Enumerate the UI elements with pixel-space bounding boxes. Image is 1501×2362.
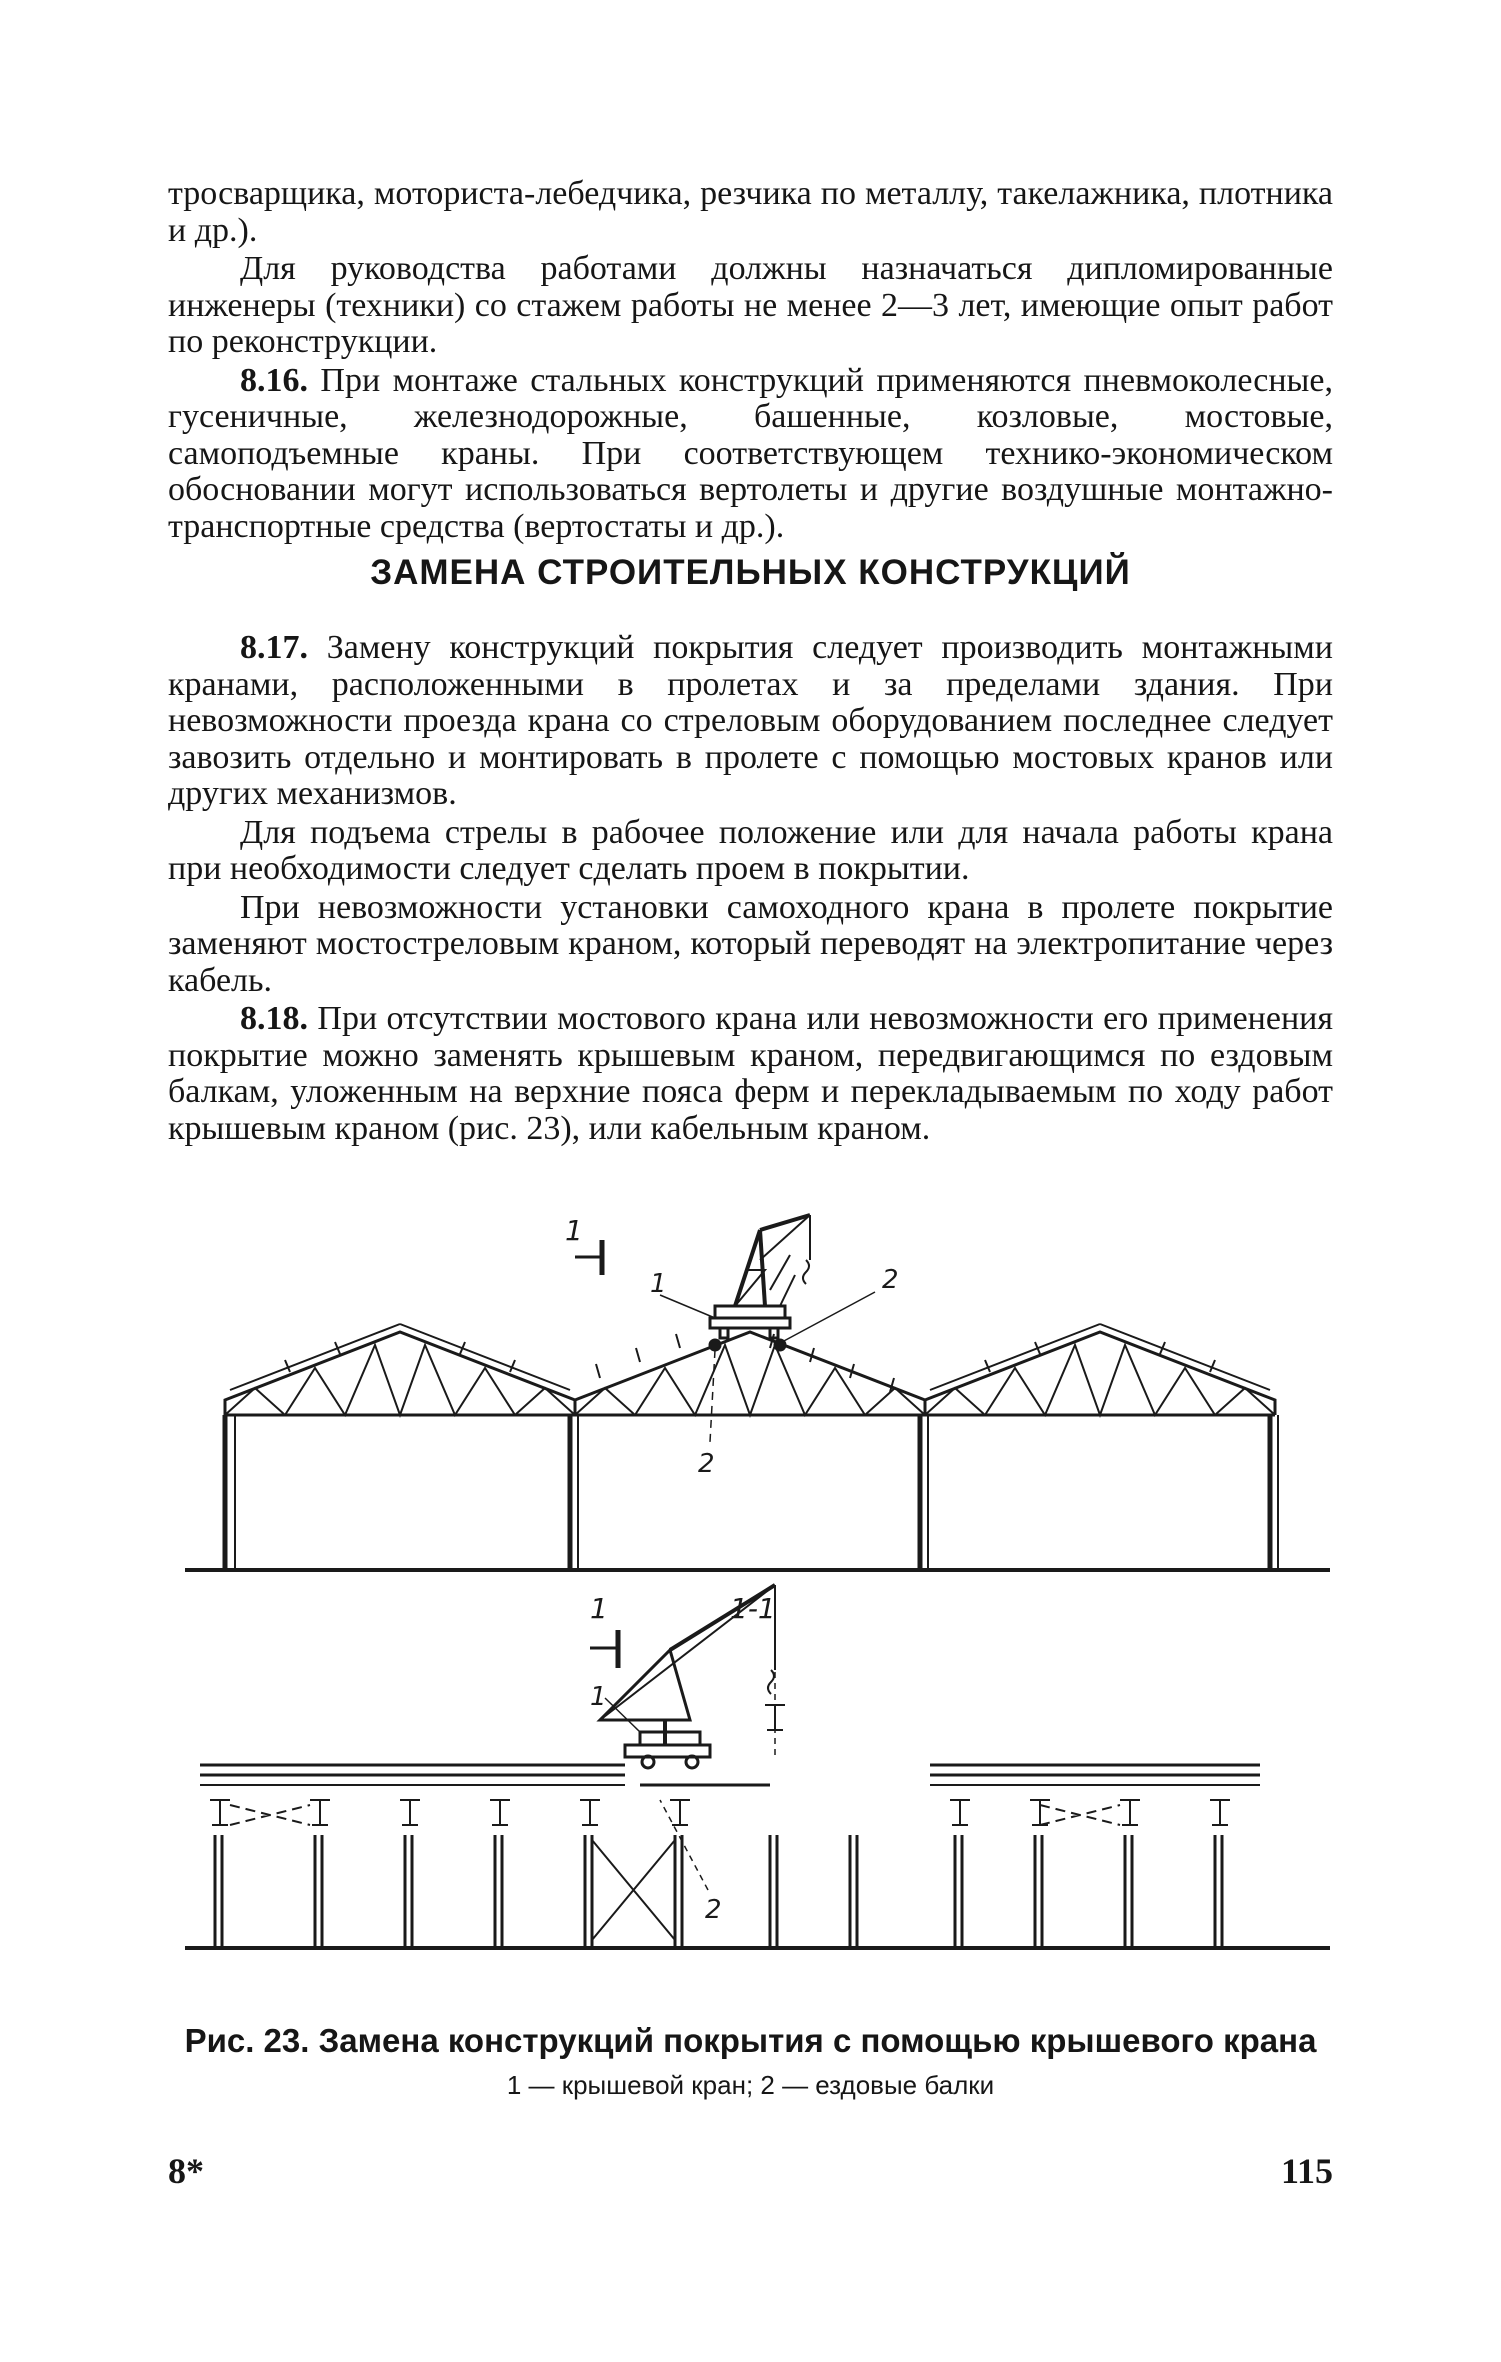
- paragraph-8-17: 8.17. Замену конструкций покрытия следует производить монтажными кранами, расположенными в пролетах и за пределами здания. При невозможности проезда крана со стреловым оборудованием последнее следует завозить отдельно и монтировать в пролете с помощью мостовых кранов или других механизмов.: [168, 629, 1333, 812]
- section-view: [185, 1585, 1330, 1948]
- section-1-1-label: 1-1: [730, 1592, 776, 1625]
- text-block-bottom: [168, 630, 1333, 1147]
- paragraph-8-18: 8.18. При отсутствии мостового крана или невозможности его применения покрытие можно заменять крышевым краном, передвигающимся по ездовым балкам, уложенным на верхние пояса ферм и перекладываемым по ходу работ крышевым краном (рис. 23), или кабельным краном.: [168, 1000, 1333, 1147]
- figure-caption: Рис. 23. Замена конструкций покрытия с помощью крышевого крана: [184, 2022, 1317, 2059]
- paragraph: тросварщика, моториста-лебедчика, резчика по металлу, такелажника, плотника и др.).: [168, 175, 1333, 249]
- callout-1-section: 1: [590, 1682, 607, 1712]
- callout-2: 2: [882, 1265, 899, 1295]
- section-heading: ЗАМЕНА СТРОИТЕЛЬНЫХ КОНСТРУКЦИЙ: [370, 553, 1131, 592]
- callout-2-bottom: 2: [698, 1449, 715, 1479]
- elevation-view: [185, 1214, 1330, 1570]
- paragraph: Для руководства работами должны назначаться дипломированные инженеры (техники) со стажем работы не менее 2—3 лет, имеющие опыт работ по реконструкции.: [168, 250, 1333, 360]
- signature-mark: 8*: [168, 2151, 204, 2191]
- paragraph-8-16: 8.16. При монтаже стальных конструкций применяются пневмоколесные, гусеничные, железнодорожные, башенные, козловые, мостовые, самоподъемные краны. При соответствующем технико-экономическом обосновании могут использоваться вертолеты и другие воздушные монтажно-транспортные средства (вертостаты и др.).: [168, 361, 1333, 545]
- callout-1: 1: [650, 1269, 667, 1299]
- paragraph: При невозможности установки самоходного крана в пролете покрытие заменяют мостостреловым краном, который переводят на электропитание через кабель.: [168, 888, 1333, 999]
- callout-2-section: 2: [705, 1895, 722, 1925]
- text-block-top: [168, 176, 1333, 545]
- page-number: 115: [1280, 2151, 1333, 2191]
- figure-legend: 1 — крышевой кран; 2 — ездовые балки: [506, 2070, 995, 2100]
- paragraph: Для подъема стрелы в рабочее положение или для начала работы крана при необходимости следует сделать проем в покрытии.: [168, 813, 1333, 887]
- section-mark-label: 1: [590, 1592, 608, 1625]
- figure-roof-crane: [170, 1200, 1340, 1980]
- section-mark-label: 1: [565, 1214, 583, 1247]
